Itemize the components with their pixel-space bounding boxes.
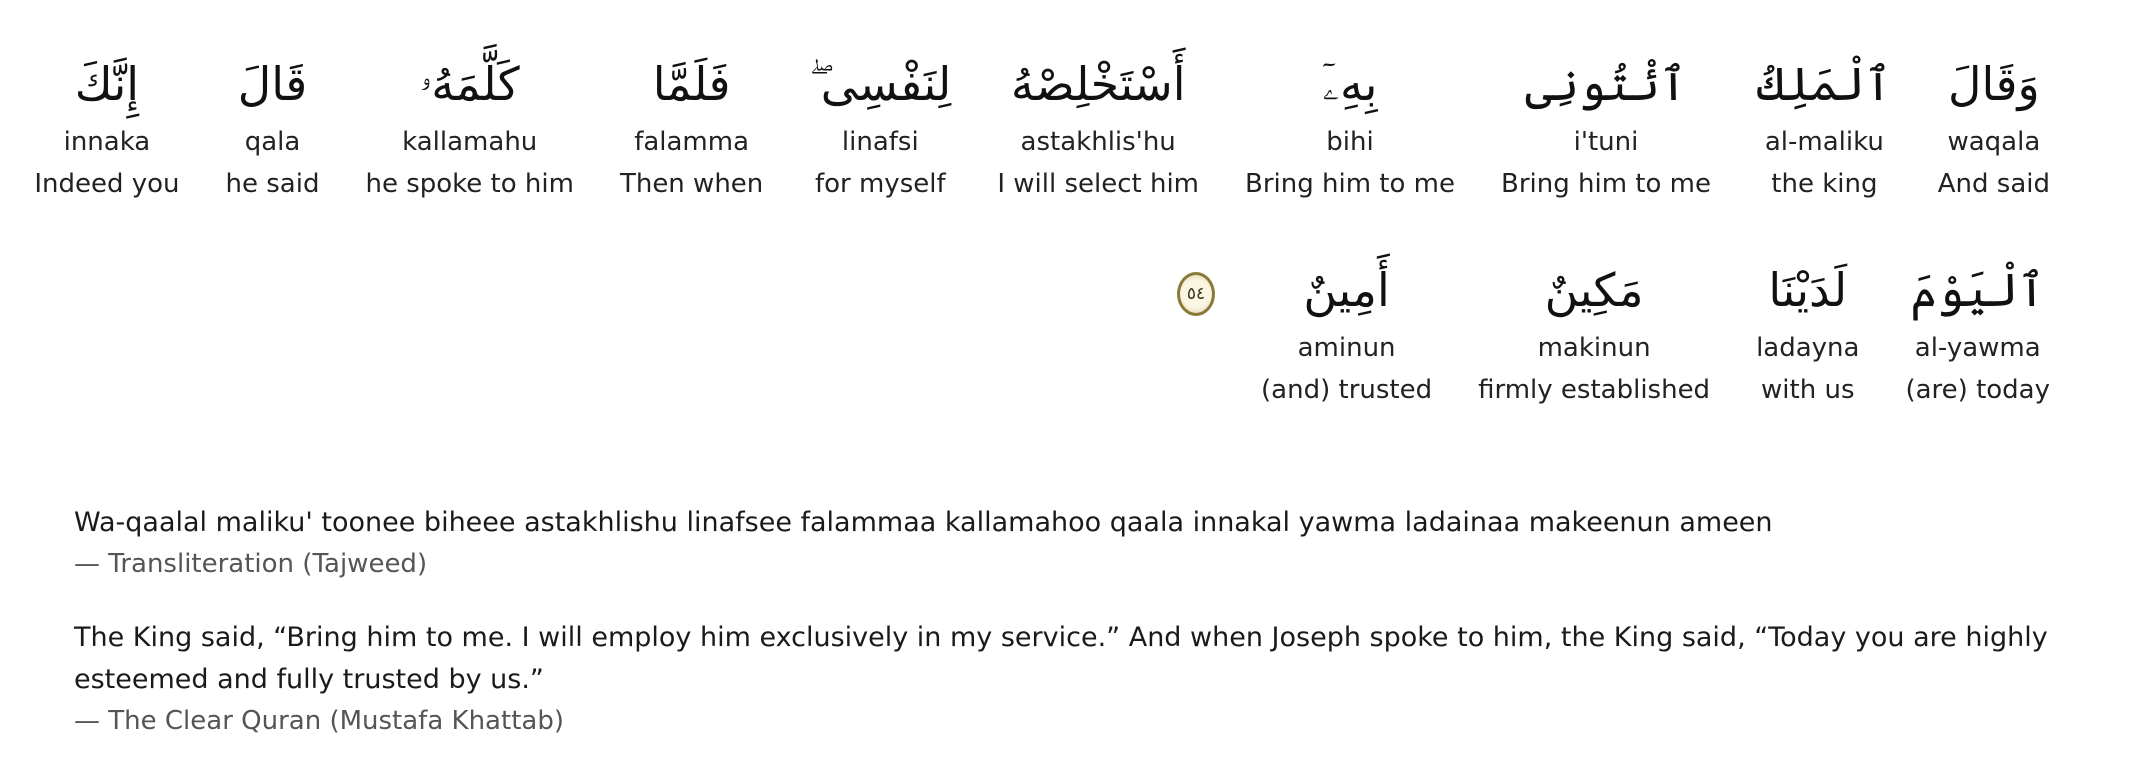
word-transliteration: falamma xyxy=(634,127,750,157)
word-item[interactable] xyxy=(34,52,179,200)
transliteration-source: — Transliteration (Tajweed) xyxy=(74,549,428,579)
word-item[interactable] xyxy=(809,52,951,200)
word-translation: the king xyxy=(1771,169,1878,199)
word-translation: he said xyxy=(225,169,320,199)
word-translation: for myself xyxy=(814,169,946,199)
arabic-word: ٱئْتُونِى xyxy=(1525,57,1687,111)
verse-end xyxy=(1177,258,1215,316)
word-transliteration: qala xyxy=(244,127,301,157)
word-translation: (and) trusted xyxy=(1261,375,1433,405)
word-transliteration: innaka xyxy=(63,127,151,157)
word-item[interactable] xyxy=(1478,258,1710,406)
word-translation: (are) today xyxy=(1905,375,2050,405)
word-item[interactable] xyxy=(226,52,320,200)
word-translation: I will select him xyxy=(997,169,1200,199)
word-translation: he spoke to him xyxy=(365,169,574,199)
arabic-word: مَكِينٌ xyxy=(1544,263,1644,317)
transliteration-block xyxy=(74,502,2064,584)
word-item[interactable] xyxy=(1757,52,1892,200)
word-translation: Bring him to me xyxy=(1501,169,1711,199)
arabic-word: ٱلْمَلِكُ xyxy=(1756,57,1892,111)
word-transliteration: kallamahu xyxy=(402,127,538,157)
word-translation: firmly established xyxy=(1478,375,1711,405)
word-item[interactable] xyxy=(1261,258,1432,406)
word-item[interactable] xyxy=(1938,52,2050,200)
arabic-word: لَدَيْنَا xyxy=(1768,263,1848,317)
arabic-word: أَمِينٌ xyxy=(1303,263,1390,317)
arabic-word: أَسْتَخْلِصْهُ xyxy=(1010,57,1186,111)
word-transliteration: i'tuni xyxy=(1573,127,1639,157)
word-transliteration: ladayna xyxy=(1756,333,1860,363)
translation-block xyxy=(74,617,2064,741)
word-item[interactable] xyxy=(1245,52,1455,200)
word-translation: with us xyxy=(1761,375,1855,405)
word-transliteration: astakhlis'hu xyxy=(1020,127,1176,157)
word-translation: Then when xyxy=(619,169,764,199)
word-transliteration: bihi xyxy=(1326,127,1374,157)
word-transliteration: al-maliku xyxy=(1764,127,1884,157)
word-item[interactable] xyxy=(1501,52,1711,200)
translation-text: The King said, “Bring him to me. I will employ him exclusively in my service.” And when Joseph spoke to him, the King said, “Today you are highly esteemed and fully trusted by us.” xyxy=(74,622,2048,695)
arabic-word: كَلَّمَهُۥ xyxy=(419,57,520,111)
word-item[interactable] xyxy=(997,52,1199,200)
translation-source: — The Clear Quran (Mustafa Khattab) xyxy=(74,706,564,736)
arabic-word: فَلَمَّا xyxy=(652,57,731,111)
word-row-2 xyxy=(1177,258,2050,406)
word-transliteration: waqala xyxy=(1947,127,2041,157)
word-translation: And said xyxy=(1937,169,2050,199)
word-transliteration: linafsi xyxy=(841,127,919,157)
ayah-number-icon[interactable]: ٥٤ xyxy=(1177,272,1215,316)
word-transliteration: aminun xyxy=(1297,333,1396,363)
word-translation: Bring him to me xyxy=(1245,169,1455,199)
word-transliteration: al-yawma xyxy=(1914,333,2041,363)
word-transliteration: makinun xyxy=(1537,333,1651,363)
arabic-word: بِهِۦٓ xyxy=(1322,57,1378,111)
word-item[interactable] xyxy=(1756,258,1859,406)
arabic-word: لِنَفْسِى ۖ xyxy=(809,57,952,111)
transliteration-text: Wa-qaalal maliku' toonee biheee astakhlishu linafsee falammaa kallamahoo qaala innakal yawma ladainaa makeenun ameen xyxy=(74,507,1773,538)
word-item[interactable] xyxy=(620,52,763,200)
arabic-word: وَقَالَ xyxy=(1948,57,2040,111)
arabic-word: قَالَ xyxy=(237,57,308,111)
arabic-word: إِنَّكَ xyxy=(74,57,140,111)
arabic-word: ٱلْيَوْمَ xyxy=(1910,263,2046,317)
word-translation: Indeed you xyxy=(34,169,180,199)
word-item[interactable] xyxy=(365,52,573,200)
word-item[interactable] xyxy=(1905,258,2050,406)
word-row-1 xyxy=(34,52,2050,200)
